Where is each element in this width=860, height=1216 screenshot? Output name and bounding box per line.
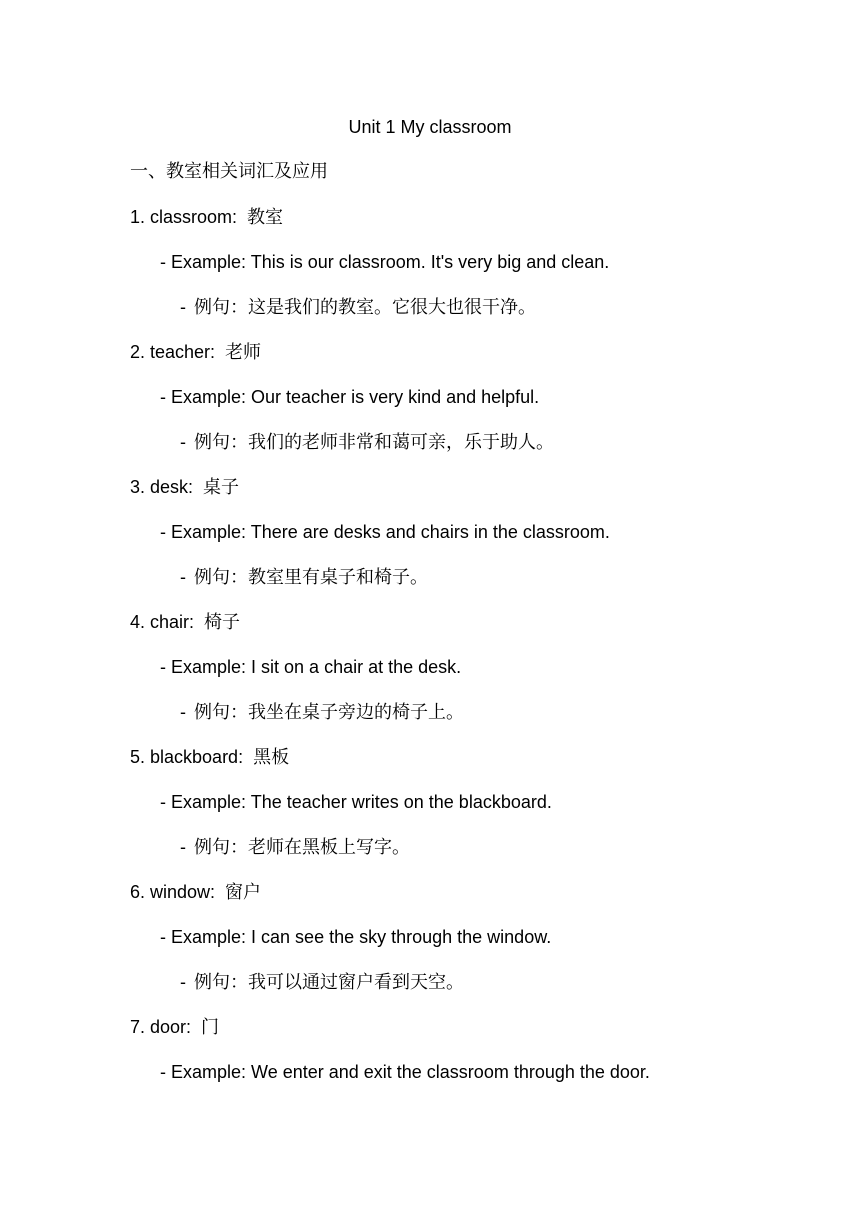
example-chinese-line [0,296,860,341]
example-dash: - [180,297,186,317]
section-heading: 一、教室相关词汇及应用 [130,161,328,182]
example-chinese: 例句：我坐在桌子旁边的椅子上。 [194,702,464,723]
vocab-term: 3. desk: [130,477,194,497]
vocab-term-line [0,476,860,521]
vocab-term-line [0,206,860,251]
vocab-meaning: 老师 [225,342,262,363]
vocab-meaning: 椅子 [204,612,241,633]
vocab-term-line [0,746,860,791]
vocab-term-line [0,611,860,656]
example-chinese-line [0,701,860,746]
example-chinese-line [0,836,860,881]
example-dash: - [180,972,186,992]
example-english: - Example: We enter and exit the classroom through the door. [160,1062,650,1082]
example-chinese: 例句：教室里有桌子和椅子。 [194,567,428,588]
vocab-meaning: 门 [201,1017,220,1038]
example-chinese-line [0,566,860,611]
vocab-entry-window [0,881,860,1016]
vocab-meaning: 窗户 [225,882,262,903]
example-english: - Example: I sit on a chair at the desk. [160,657,462,677]
vocab-entry-door [0,1016,860,1106]
vocabulary-list [0,206,860,1106]
vocab-entry-teacher [0,341,860,476]
example-dash: - [180,837,186,857]
vocab-meaning: 黑板 [253,747,290,768]
vocab-entry-chair [0,611,860,746]
vocab-term: 4. chair: [130,612,195,632]
example-english: - Example: I can see the sky through the window. [160,927,552,947]
example-dash: - [180,432,186,452]
vocab-term: 7. door: [130,1017,192,1037]
example-chinese: 例句：老师在黑板上写字。 [194,837,410,858]
vocab-term: 5. blackboard: [130,747,244,767]
vocab-term-line [0,341,860,386]
example-chinese: 例句：这是我们的教室。它很大也很干净。 [194,297,536,318]
example-english: - Example: The teacher writes on the blackboard. [160,792,552,812]
vocab-term-line [0,1016,860,1061]
vocab-entry-blackboard [0,746,860,881]
example-chinese: 例句：我们的老师非常和蔼可亲，乐于助人。 [194,432,554,453]
vocab-meaning: 教室 [247,207,284,228]
example-dash: - [180,567,186,587]
page-title: Unit 1 My classroom [348,117,512,137]
example-chinese-line [0,431,860,476]
vocab-term: 6. window: [130,882,216,902]
vocab-entry-desk [0,476,860,611]
vocab-term: 2. teacher: [130,342,216,362]
example-dash: - [180,702,186,722]
vocab-term-line [0,881,860,926]
example-english: - Example: There are desks and chairs in the classroom. [160,522,610,542]
vocab-entry-classroom [0,206,860,341]
vocab-term: 1. classroom: [130,207,238,227]
example-chinese: 例句：我可以通过窗户看到天空。 [194,972,464,993]
vocab-meaning: 桌子 [203,477,240,498]
example-english: - Example: This is our classroom. It's very big and clean. [160,252,610,272]
example-english: - Example: Our teacher is very kind and helpful. [160,387,540,407]
example-chinese-line [0,971,860,1016]
